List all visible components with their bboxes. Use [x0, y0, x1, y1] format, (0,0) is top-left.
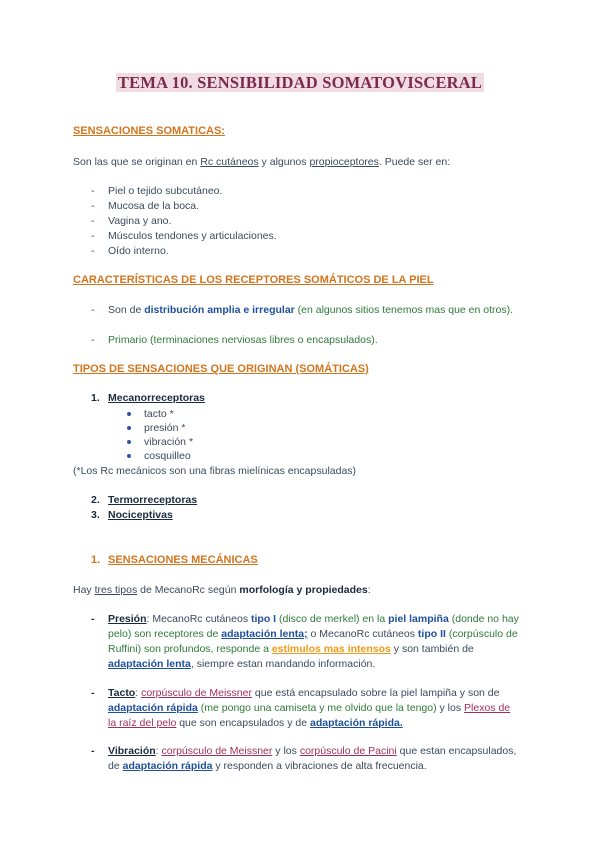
bullet-icon [127, 440, 131, 444]
item-tacto: - Tacto: corpúsculo de Meissner que está encapsulado sobre la piel lampiña y son de adaptación rápida (me pongo una camiseta y me olvido que la tengo) y los Plexos de la raíz del pelo que son encapsulados y de adaptación rápida. [91, 687, 511, 729]
heading-tipos-sensaciones: TIPOS DE SENSACIONES QUE ORIGINAN (SOMÁTICAS) [73, 363, 369, 375]
list-item: - Primario (terminaciones nerviosas libres o encapsulados). [91, 334, 378, 346]
intro-paragraph: Son las que se originan en Rc cutáneos y algunos propioceptores. Puede ser en: [73, 156, 451, 168]
numbered-item-mecanorreceptoras: 1. Mecanorreceptoras [91, 392, 205, 404]
heading-sensaciones-somaticas: SENSACIONES SOMATICAS: [73, 125, 225, 137]
page-title: TEMA 10. SENSIBILIDAD SOMATOVISCERAL [117, 73, 483, 92]
item-vibracion: - Vibración: corpúsculo de Meissner y los corpúsculo de Pacini que estan encapsulados, de adaptación rápida y responden a vibraciones de alta frecuencia. [91, 745, 517, 772]
heading-sensaciones-mecanicas: 1. SENSACIONES MECÁNICAS [91, 554, 258, 566]
note-text: (*Los Rc mecánicos son una fibras mielínicas encapsuladas) [73, 465, 357, 477]
list-item: - Son de distribución amplia e irregular (en algunos sitios tenemos mas que en otros). [91, 304, 514, 316]
numbered-item-termorreceptoras: 2. Termorreceptoras [91, 494, 198, 506]
bullet-icon [127, 426, 131, 430]
numbered-item-nociceptivas: 3. Nociceptivas [91, 509, 173, 521]
intro-mecanicas: Hay tres tipos de MecanoRc según morfología y propiedades: [73, 584, 371, 596]
heading-caracteristicas: CARACTERÍSTICAS DE LOS RECEPTORES SOMÁTICOS DE LA PIEL [73, 274, 434, 286]
item-presion: - Presión: MecanoRc cutáneos tipo I (disco de merkel) en la piel lampiña (donde no hay pelo) son receptores de adaptación lenta; o MecanoRc cutáneos tipo II (corpúsculo de Ruffini) son profundos, responde a estímulos mas intensos y son también de adaptación lenta, siempre estan mandando información. [91, 613, 519, 670]
bullet-icon [127, 412, 131, 416]
bullet-icon [127, 454, 131, 458]
